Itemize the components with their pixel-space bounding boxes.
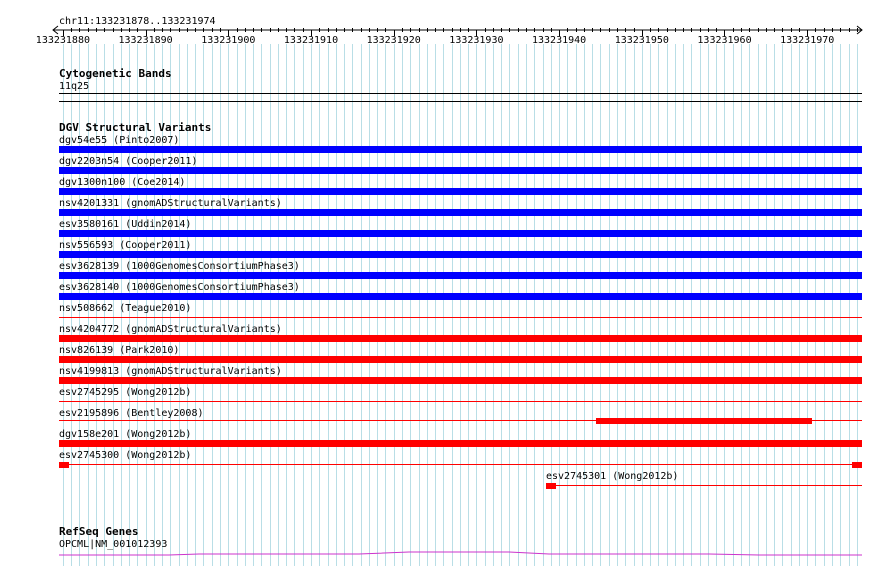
dgv-feature-label[interactable]: esv3580161 (Uddin2014) (59, 219, 192, 230)
ruler-tick-label: 133231950 (614, 35, 669, 46)
track-separator (59, 101, 862, 102)
dgv-feature-bar[interactable] (59, 272, 862, 279)
dgv-feature-bar[interactable] (59, 209, 862, 216)
ruler-tick-label: 133231960 (697, 35, 752, 46)
dgv-feature-bar[interactable] (59, 464, 862, 465)
cytoband-label: 11q25 (59, 81, 90, 92)
dgv-feature-bar[interactable] (59, 356, 862, 363)
ruler-tick-label: 133231970 (780, 35, 835, 46)
dgv-feature-label[interactable]: dgv158e201 (Wong2012b) (59, 429, 192, 440)
dgv-feature-label[interactable]: dgv2203n54 (Cooper2011) (59, 156, 198, 167)
dgv-feature-bar[interactable] (59, 401, 862, 402)
dgv-feature-bar[interactable] (59, 188, 862, 195)
dgv-feature-label[interactable]: nsv826139 (Park2010) (59, 345, 180, 356)
dgv-feature-label[interactable]: esv2745301 (Wong2012b) (546, 471, 679, 482)
dgv-feature-label[interactable]: dgv1300n100 (Coe2014) (59, 177, 186, 188)
dgv-feature-bar[interactable] (59, 317, 862, 318)
refseq-track-title[interactable]: RefSeq Genes (59, 525, 139, 538)
dgv-feature-bar[interactable] (59, 293, 862, 300)
region-label: chr11:133231878..133231974 (59, 16, 216, 27)
dgv-feature-bar[interactable] (59, 230, 862, 237)
dgv-feature-label[interactable]: esv2745295 (Wong2012b) (59, 387, 192, 398)
refseq-gene-feature[interactable] (59, 548, 863, 558)
ruler-tick-label: 133231930 (449, 35, 504, 46)
dgv-feature-bar[interactable] (59, 251, 862, 258)
dgv-feature-label[interactable]: nsv556593 (Cooper2011) (59, 240, 192, 251)
dgv-feature-bar[interactable] (546, 483, 556, 489)
ruler-tick-label: 133231880 (35, 35, 90, 46)
dgv-feature-bar[interactable] (59, 167, 862, 174)
dgv-track-title[interactable]: DGV Structural Variants (59, 121, 212, 134)
dgv-feature-label[interactable]: nsv4204772 (gnomADStructuralVariants) (59, 324, 282, 335)
ruler-tick-label: 133231920 (366, 35, 421, 46)
dgv-feature-label[interactable]: dgv54e55 (Pinto2007) (59, 135, 180, 146)
ruler-tick-label: 133231910 (283, 35, 339, 46)
dgv-feature-bar[interactable] (59, 377, 862, 384)
refseq-gene-label[interactable]: OPCML|NM_001012393 (59, 539, 168, 550)
cytoband-line[interactable] (59, 93, 862, 94)
ruler-tick-label: 133231890 (118, 35, 173, 46)
ruler-tick-label: 133231940 (532, 35, 587, 46)
dgv-feature-label[interactable]: esv3628140 (1000GenomesConsortiumPhase3) (59, 282, 300, 293)
dgv-feature-bar[interactable] (852, 462, 862, 468)
dgv-feature-bar[interactable] (59, 335, 862, 342)
dgv-feature-bar[interactable] (546, 485, 862, 486)
dgv-feature-bar[interactable] (596, 418, 812, 424)
dgv-feature-label[interactable]: esv2195896 (Bentley2008) (59, 408, 204, 419)
dgv-feature-label[interactable]: esv2745300 (Wong2012b) (59, 450, 192, 461)
dgv-feature-bar[interactable] (59, 440, 862, 447)
dgv-feature-label[interactable]: nsv4201331 (gnomADStructuralVariants) (59, 198, 282, 209)
dgv-feature-label[interactable]: nsv4199813 (gnomADStructuralVariants) (59, 366, 282, 377)
dgv-feature-label[interactable]: esv3628139 (1000GenomesConsortiumPhase3) (59, 261, 300, 272)
cytoband-track-title[interactable]: Cytogenetic Bands (59, 67, 172, 80)
ruler-tick-label: 133231900 (201, 35, 256, 46)
dgv-feature-label[interactable]: nsv508662 (Teague2010) (59, 303, 192, 314)
dgv-feature-bar[interactable] (59, 462, 69, 468)
dgv-feature-bar[interactable] (59, 146, 862, 153)
